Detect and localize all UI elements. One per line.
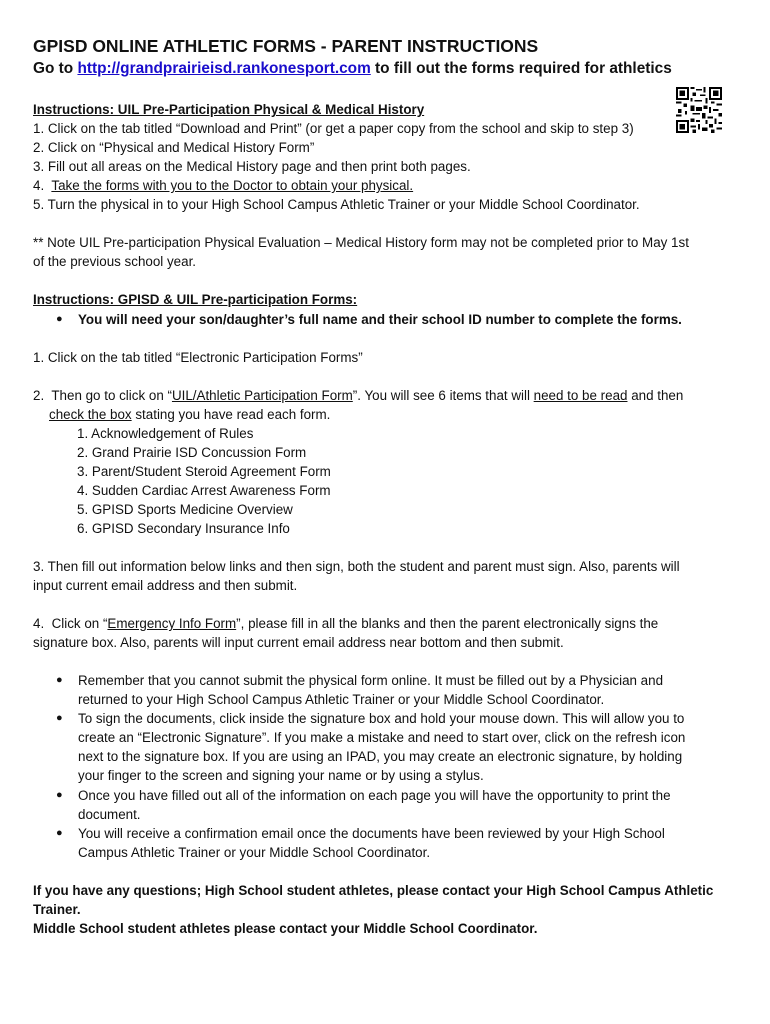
note-line-2: of the previous school year. bbox=[33, 254, 197, 269]
bullet-dot-icon: ● bbox=[56, 674, 63, 686]
section1-step-5: 5. Turn the physical in to your High School Campus Athletic Trainer or your Middle School Coordinator. bbox=[33, 197, 640, 212]
note-line-1: ** Note UIL Pre-participation Physical Evaluation – Medical History form may not be completed prior to May 1st bbox=[33, 235, 689, 250]
bullet-3-line-1: Once you have filled out all of the information on each page you will have the opportunity to print the bbox=[78, 788, 671, 803]
page-subtitle bbox=[33, 60, 672, 78]
step2-text-d: need to be read bbox=[533, 388, 628, 403]
subtitle-suffix: to fill out the forms required for athletics bbox=[370, 60, 672, 77]
footer-line-3: Middle School student athletes please contact your Middle School Coordinator. bbox=[33, 921, 538, 936]
section2-step-2-line-2 bbox=[49, 405, 330, 424]
section1-step-4 bbox=[33, 176, 413, 195]
bullet-2-line-2: create an “Electronic Signature”. If you make a mistake and need to start over, click on the refresh icon bbox=[78, 730, 686, 745]
bullet-2-line-3: next to the signature box. If you are using an IPAD, you may create an electronic signature, by holding bbox=[78, 749, 683, 764]
bullet-dot-icon: ● bbox=[56, 827, 63, 839]
section1-step-4-text: Take the forms with you to the Doctor to obtain your physical. bbox=[51, 178, 414, 193]
section2-step-4-line-1 bbox=[33, 614, 658, 633]
subtitle-prefix: Go to bbox=[33, 60, 78, 77]
bullet-1-line-2: returned to your High School Campus Athletic Trainer or your Middle School Coordinator. bbox=[78, 692, 605, 707]
uil-athletic-form-link[interactable]: UIL/Athletic Participation Form bbox=[171, 388, 353, 403]
bullet-dot-icon: ● bbox=[56, 313, 63, 325]
section1-step-2: 2. Click on “Physical and Medical History Form” bbox=[33, 140, 315, 155]
form-item-5: 5. GPISD Sports Medicine Overview bbox=[77, 502, 293, 517]
bullet-2-line-1: To sign the documents, click inside the signature box and hold your mouse down. This will allow you to bbox=[78, 711, 685, 726]
section2-step-4-line-2: signature box. Also, parents will input current email address near bottom and then submit. bbox=[33, 635, 564, 650]
form-item-6: 6. GPISD Secondary Insurance Info bbox=[77, 521, 290, 536]
rankone-link[interactable]: http://grandprairieisd.rankonesport.com bbox=[77, 60, 371, 77]
form-item-3: 3. Parent/Student Steroid Agreement Form bbox=[77, 464, 331, 479]
footer-line-1: If you have any questions; High School student athletes, please contact your High School Campus Athletic bbox=[33, 883, 714, 898]
step2-text-e: and then bbox=[627, 388, 684, 403]
section1-step-4-num: 4. bbox=[33, 178, 52, 193]
page-title: GPISD ONLINE ATHLETIC FORMS - PARENT INSTRUCTIONS bbox=[33, 36, 539, 56]
step2-text-f: check the box bbox=[49, 407, 132, 422]
form-item-4: 4. Sudden Cardiac Arrest Awareness Form bbox=[77, 483, 331, 498]
step2-text-g: stating you have read each form. bbox=[131, 407, 331, 422]
step4-text-a: 4. Click on “ bbox=[33, 616, 108, 631]
bullet-3-line-2: document. bbox=[78, 807, 141, 822]
bullet-4-line-2: Campus Athletic Trainer or your Middle School Coordinator. bbox=[78, 845, 431, 860]
section2-step-3-line-2: input current email address and then submit. bbox=[33, 578, 298, 593]
bullet-1-line-1: Remember that you cannot submit the physical form online. It must be filled out by a Physician and bbox=[78, 673, 664, 688]
section2-bullet: You will need your son/daughter’s full name and their school ID number to complete the forms. bbox=[78, 312, 682, 327]
step2-text-a: 2. Then go to click on “ bbox=[33, 388, 172, 403]
section2-heading: Instructions: GPISD & UIL Pre-participation Forms: bbox=[33, 292, 358, 307]
bullet-dot-icon: ● bbox=[56, 789, 63, 801]
section2-step-3-line-1: 3. Then fill out information below links and then sign, both the student and parent must sign. Also, parents will bbox=[33, 559, 680, 574]
bullet-4-line-1: You will receive a confirmation email once the documents have been reviewed by your High School bbox=[78, 826, 665, 841]
footer-line-2: Trainer. bbox=[33, 902, 81, 917]
section2-step-2-line-1 bbox=[33, 386, 683, 405]
bullet-dot-icon: ● bbox=[56, 712, 63, 724]
section1-step-3: 3. Fill out all areas on the Medical History page and then print both pages. bbox=[33, 159, 471, 174]
section1-heading: Instructions: UIL Pre-Participation Physical & Medical History bbox=[33, 102, 425, 117]
form-item-2: 2. Grand Prairie ISD Concussion Form bbox=[77, 445, 307, 460]
form-item-1: 1. Acknowledgement of Rules bbox=[77, 426, 254, 441]
section1-step-1: 1. Click on the tab titled “Download and Print” (or get a paper copy from the school and skip to step 3) bbox=[33, 121, 634, 136]
bullet-2-line-4: your finger to the screen and signing your name or by using a stylus. bbox=[78, 768, 484, 783]
qr-code-icon bbox=[676, 87, 722, 133]
step4-text-c: ”, please fill in all the blanks and then the parent electronically signs the bbox=[236, 616, 659, 631]
step2-text-c: ”. You will see 6 items that will bbox=[352, 388, 534, 403]
section2-step-1: 1. Click on the tab titled “Electronic Participation Forms” bbox=[33, 350, 363, 365]
emergency-info-form-link[interactable]: Emergency Info Form bbox=[107, 616, 237, 631]
